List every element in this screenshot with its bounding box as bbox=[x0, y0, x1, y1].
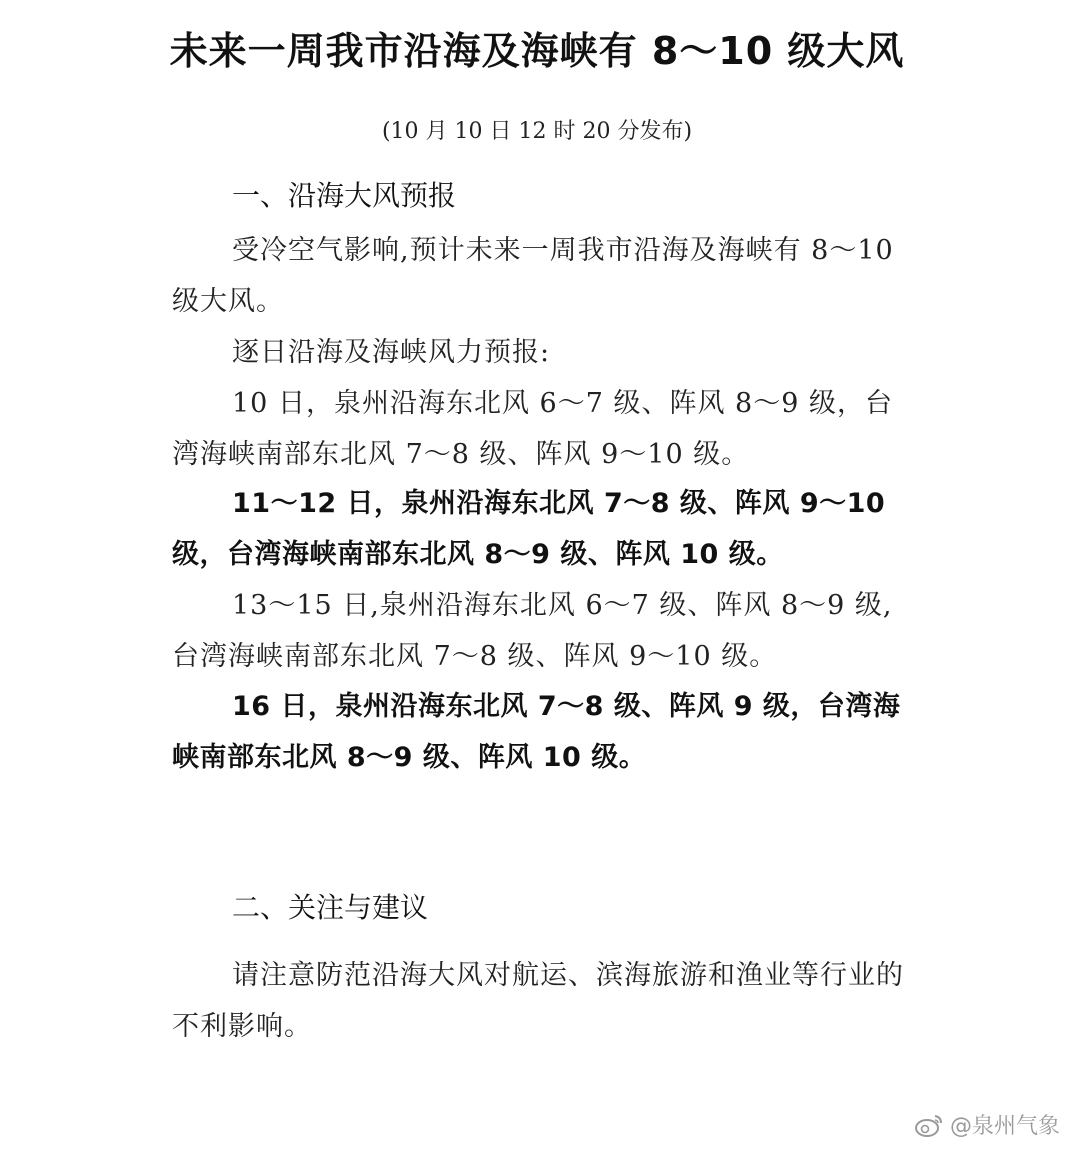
paragraph-advice: 请注意防范沿海大风对航运、滨海旅游和渔业等行业的不利影响。 bbox=[172, 960, 904, 1042]
section-heading-wind-forecast: 一、沿海大风预报 bbox=[232, 179, 457, 212]
weibo-icon bbox=[914, 1112, 944, 1138]
section-heading-advice: 二、关注与建议 bbox=[232, 891, 429, 924]
paragraph-overview: 受冷空气影响,预计未来一周我市沿海及海峡有 8～10 级大风。 bbox=[172, 235, 894, 317]
paragraph-day-16: 16 日，泉州沿海东北风 7～8 级、阵风 9 级，台湾海峡南部东北风 8～9 级、阵风 10 级。 bbox=[172, 691, 901, 773]
paragraph-day-10: 10 日，泉州沿海东北风 6～7 级、阵风 8～9 级，台湾海峡南部东北风 7～8 级、阵风 9～10 级。 bbox=[172, 388, 893, 470]
paragraph-daily-intro: 逐日沿海及海峡风力预报: bbox=[232, 337, 551, 368]
weibo-watermark bbox=[914, 1109, 1060, 1140]
watermark-text: @泉州气象 bbox=[949, 1114, 1060, 1139]
paragraph-day-13-15: 13～15 日,泉州沿海东北风 6～7 级、阵风 8～9 级,台湾海峡南部东北风 7～8 级、阵风 9～10 级。 bbox=[172, 590, 893, 672]
paragraph-day-11-12: 11～12 日，泉州沿海东北风 7～8 级、阵风 9～10 级，台湾海峡南部东北风 8～9 级、阵风 10 级。 bbox=[172, 488, 886, 570]
document-title: 未来一周我市沿海及海峡有 8～10 级大风 bbox=[169, 29, 905, 73]
issue-time: (10 月 10 日 12 时 20 分发布) bbox=[381, 119, 693, 144]
